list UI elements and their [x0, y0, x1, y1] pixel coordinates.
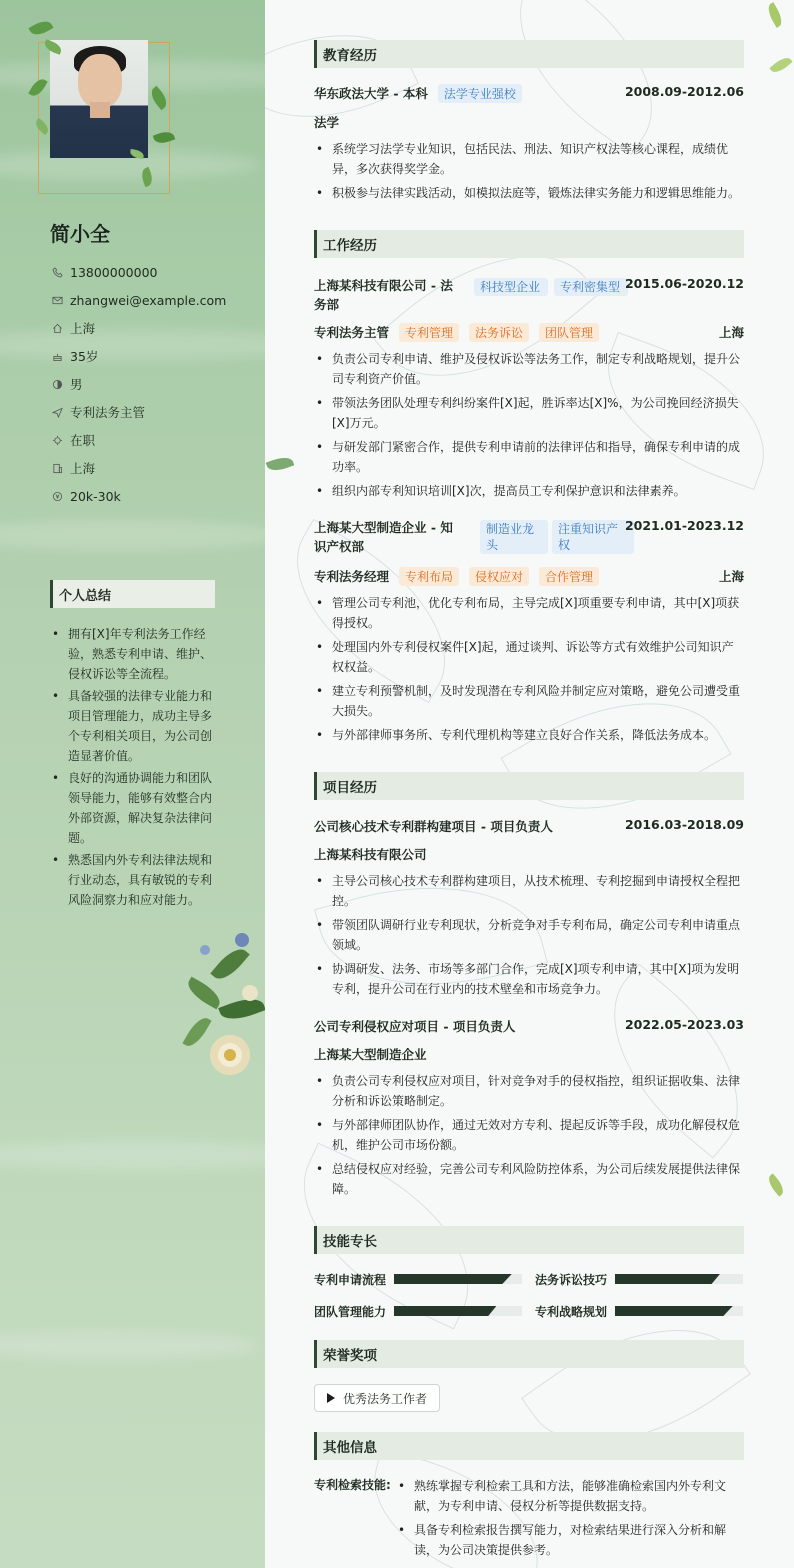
info-work-city [50, 454, 250, 482]
skill-bar-fill [615, 1306, 733, 1316]
job-date: 2021.01-2023.12 [624, 518, 744, 533]
company-tag: 制造业龙头 [480, 520, 548, 554]
work-city-text: 上海 [70, 461, 96, 476]
list-item: • 建立专利预警机制，及时发现潜在专利风险并制定应对策略，避免公司遭受重大损失。 [314, 681, 744, 721]
skill-bar [615, 1306, 743, 1316]
list-item: • 管理公司专利池，优化专利布局，主导完成[X]项重要专利申请，其中[X]项获得授权。 [314, 593, 744, 633]
cake-icon [50, 349, 64, 363]
company-tag: 专利密集型 [554, 278, 628, 296]
job-duties-list [314, 593, 744, 749]
education-header [314, 84, 744, 103]
skill-tag: 法务诉讼 [469, 323, 529, 342]
bg-wave [0, 1330, 260, 1360]
skill-label: 团队管理能力 [314, 1305, 387, 1319]
skill-label: 专利申请流程 [314, 1273, 387, 1287]
send-icon [50, 405, 64, 419]
home-icon [50, 321, 64, 335]
info-status [50, 426, 250, 454]
salary-text: 20k-30k [70, 488, 121, 504]
bg-wave [0, 1140, 265, 1170]
job-position-row [314, 323, 744, 342]
info-position [50, 398, 250, 426]
company-tag: 科技型企业 [474, 278, 548, 296]
project-header [314, 1017, 744, 1035]
list-item: • 负责公司专利申请、维护及侵权诉讼等法务工作，制定专利战略规划，提升公司专利资产价值。 [314, 349, 744, 389]
contact-info-list [50, 258, 250, 510]
skill-label: 专利战略规划 [535, 1305, 608, 1319]
info-email [50, 286, 250, 314]
leaf-decoration [765, 2, 786, 28]
list-item: • 良好的沟通协调能力和团队领导能力，能够有效整合内外部资源，解决复杂法律问题。 [50, 768, 215, 848]
section-title-skills: 技能专长 [314, 1226, 744, 1254]
project-org: 上海某大型制造企业 [314, 1047, 427, 1062]
job-company: 上海某大型制造企业 - 知识产权部 [314, 520, 453, 554]
list-item: • 总结侵权应对经验，完善公司专利风险防控体系，为公司后续发展提供法律保障。 [314, 1159, 744, 1199]
job-position-row [314, 567, 744, 586]
skill-bar [394, 1306, 522, 1316]
sidebar [0, 0, 265, 1568]
list-item: • 拥有[X]年专利法务工作经验，熟悉专利申请、维护、侵权诉讼等全流程。 [50, 624, 215, 684]
play-icon [327, 1393, 335, 1403]
list-item: • 带领团队调研行业专利现状，分析竞争对手专利布局，确定公司专利申请重点领域。 [314, 915, 744, 955]
leaf-decoration [28, 17, 53, 38]
avatar [30, 22, 180, 192]
salary-icon [50, 489, 64, 503]
bg-leaf-pattern [482, 0, 690, 155]
list-item: • 处理国内外专利侵权案件[X]起，通过谈判、诉讼等方式有效维护公司知识产权权益。 [314, 637, 744, 677]
project-org: 上海某科技有限公司 [314, 847, 427, 862]
education-date: 2008.09-2012.06 [624, 84, 744, 99]
list-item: • 协调研发、法务、市场等多部门合作，完成[X]项专利申请，其中[X]项为发明专利，提升公司在行业内的技术壁垒和市场竞争力。 [314, 959, 744, 999]
list-item: • 组织内部专利知识培训[X]次，提高员工专利保护意识和法律素养。 [314, 481, 744, 501]
job-date: 2015.06-2020.12 [624, 276, 744, 291]
major: 法学 [314, 115, 340, 130]
job-duties-list [314, 349, 744, 505]
gender-text: 男 [70, 377, 83, 392]
info-gender [50, 370, 250, 398]
skill-tag: 侵权应对 [469, 567, 529, 586]
status-text: 在职 [70, 433, 96, 448]
info-age [50, 342, 250, 370]
person-name: 简小全 [50, 222, 110, 246]
job-city: 上海 [718, 325, 744, 340]
award-item [314, 1384, 440, 1412]
flower-decoration [180, 925, 265, 1090]
list-item: • 熟练掌握专利检索工具和方法，能够准确检索国内外专利文献，为专利申请、侵权分析等提供数据支持。 [396, 1476, 744, 1516]
skill-bar-fill [394, 1274, 512, 1284]
project-name: 公司专利侵权应对项目 - 项目负责人 [314, 1019, 516, 1034]
job-city: 上海 [718, 569, 744, 584]
project-list [314, 871, 744, 1003]
list-item: • 与外部律师事务所、专利代理机构等建立良好合作关系，降低法务成本。 [314, 725, 744, 745]
project-date: 2022.05-2023.03 [624, 1017, 744, 1032]
skill-tag: 合作管理 [539, 567, 599, 586]
school-name: 华东政法大学 - 本科 [314, 86, 428, 101]
position-text: 专利法务主管 [70, 405, 146, 420]
info-salary [50, 482, 250, 510]
building-icon [50, 461, 64, 475]
job-position: 专利法务主管 [314, 325, 390, 340]
info-phone [50, 258, 250, 286]
phone-icon [50, 265, 64, 279]
list-item: • 熟悉国内外专利法律法规和行业动态，具有敏锐的专利风险洞察力和应对能力。 [50, 850, 215, 910]
skill-bar [615, 1274, 743, 1284]
project-header [314, 817, 744, 835]
profile-photo [50, 40, 148, 158]
summary-list [50, 624, 215, 912]
section-title-work: 工作经历 [314, 230, 744, 258]
location-text: 上海 [70, 321, 96, 336]
award-name: 优秀法务工作者 [343, 1391, 428, 1406]
info-location [50, 314, 250, 342]
list-item: • 带领法务团队处理专利纠纷案件[X]起，胜诉率达[X]%，为公司挽回经济损失[X]万元。 [314, 393, 744, 433]
leaf-decoration [266, 454, 295, 474]
skill-tag: 专利布局 [399, 567, 459, 586]
company-tag: 注重知识产权 [552, 520, 634, 554]
skill-label: 法务诉讼技巧 [535, 1273, 608, 1287]
education-list [314, 139, 744, 207]
gender-icon [50, 377, 64, 391]
list-item: • 具备专利检索报告撰写能力，对检索结果进行深入分析和解读，为公司决策提供参考。 [396, 1520, 744, 1560]
list-item: • 系统学习法学专业知识，包括民法、刑法、知识产权法等核心课程，成绩优异，多次获得奖学金。 [314, 139, 744, 179]
skill-tag: 专利管理 [399, 323, 459, 342]
list-item: • 具备较强的法律专业能力和项目管理能力，成功主导多个专利相关项目，为公司创造显著价值。 [50, 686, 215, 766]
list-item: • 积极参与法律实践活动，如模拟法庭等，锻炼法律实务能力和逻辑思维能力。 [314, 183, 744, 203]
leaf-decoration [769, 54, 792, 76]
job-company: 上海某科技有限公司 - 法务部 [314, 278, 453, 312]
project-list [314, 1071, 744, 1203]
section-title-education: 教育经历 [314, 40, 744, 68]
section-title-projects: 项目经历 [314, 772, 744, 800]
section-title-honors: 荣誉奖项 [314, 1340, 744, 1368]
status-icon [50, 433, 64, 447]
project-name: 公司核心技术专利群构建项目 - 项目负责人 [314, 819, 553, 834]
age-text: 35岁 [70, 349, 99, 364]
bg-leaf-pattern [265, 0, 419, 152]
section-title-other: 其他信息 [314, 1432, 744, 1460]
list-item: • 主导公司核心技术专利群构建项目，从技术梳理、专利挖掘到申请授权全程把控。 [314, 871, 744, 911]
mail-icon [50, 293, 64, 307]
job-position: 专利法务经理 [314, 569, 390, 584]
summary-title: 个人总结 [50, 580, 215, 608]
skill-bar [394, 1274, 522, 1284]
other-label: 专利检索技能: [314, 1478, 391, 1492]
list-item: • 与研发部门紧密合作，提供专利申请前的法律评估和指导，确保专利申请的成功率。 [314, 437, 744, 477]
other-list [396, 1476, 744, 1564]
list-item: • 负责公司专利侵权应对项目，针对竞争对手的侵权指控，组织证据收集、法律分析和诉讼策略制定。 [314, 1071, 744, 1111]
skill-tag: 团队管理 [539, 323, 599, 342]
skill-bar-fill [394, 1306, 496, 1316]
phone-text: 13800000000 [70, 264, 158, 280]
leaf-decoration [765, 1173, 787, 1196]
project-date: 2016.03-2018.09 [624, 817, 744, 832]
email-text: zhangwei@example.com [70, 292, 227, 308]
skill-bar-fill [615, 1274, 720, 1284]
list-item: • 与外部律师团队协作，通过无效对方专利、提起反诉等手段，成功化解侵权危机，维护公司市场份额。 [314, 1115, 744, 1155]
school-tag: 法学专业强校 [438, 84, 522, 103]
bg-wave [0, 520, 265, 550]
